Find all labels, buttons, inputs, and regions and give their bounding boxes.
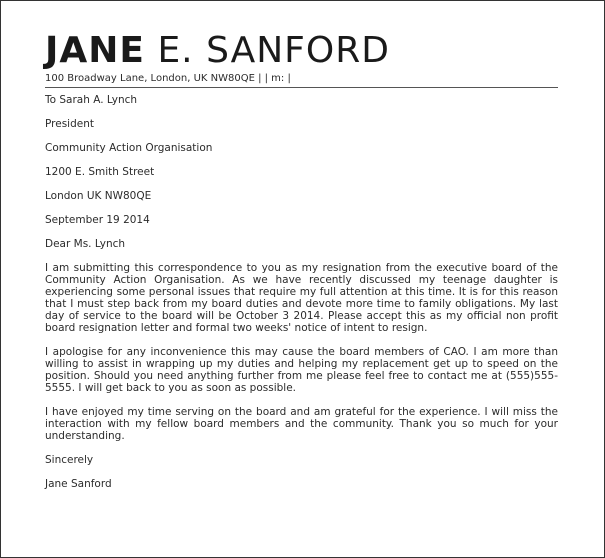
paragraph-apology: I apologise for any inconvenience this may cause the board members of CAO. I am more than willing to assist in wrapping up my duties and helping my replacement get up to speed on the position. Should you need anything further from me please feel free to contact me at (555)555-5555. I will get back to you as soon as possible.	[45, 346, 558, 394]
closing: Sincerely	[45, 454, 94, 466]
letter-body	[45, 94, 558, 502]
recipient-city: London UK NW80QE	[45, 190, 152, 202]
paragraph-thanks: I have enjoyed my time serving on the board and am grateful for the experience. I will miss the interaction with my fellow board members and the community. Thank you so much for your understanding.	[45, 406, 558, 442]
paragraph-resignation: I am submitting this correspondence to you as my resignation from the executive board of the Community Action Organisation. As we have recently discussed my teenage daughter is experiencing some personal issues that require my full attention at this time. It is for this reason that I must step back from my board duties and devote more time to family obligations. My last day of service to the board will be October 3 2014. Please accept this as my official non profit board resignation letter and formal two weeks' notice of intent to resign.	[45, 262, 558, 334]
salutation: Dear Ms. Lynch	[45, 238, 126, 250]
recipient-title: President	[45, 118, 94, 130]
sender-first-name: JANE	[45, 30, 145, 71]
recipient-organisation: Community Action Organisation	[45, 142, 213, 154]
letter-date: September 19 2014	[45, 214, 150, 226]
sender-last-name: E. SANFORD	[157, 30, 390, 71]
signature: Jane Sanford	[45, 478, 112, 490]
sender-contact-line: 100 Broadway Lane, London, UK NW80QE | | m: |	[45, 72, 558, 88]
recipient-name: To Sarah A. Lynch	[45, 94, 138, 106]
sender-name	[45, 31, 390, 71]
recipient-street: 1200 E. Smith Street	[45, 166, 155, 178]
